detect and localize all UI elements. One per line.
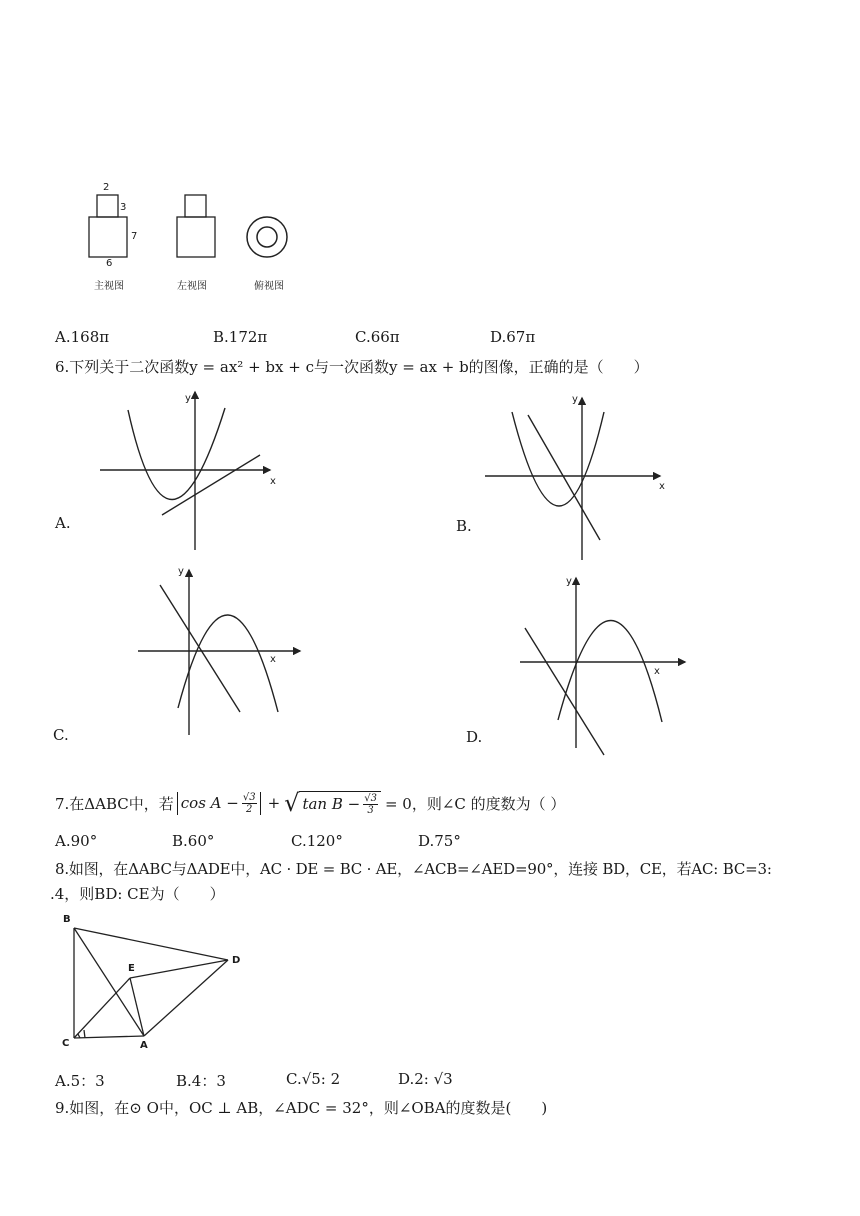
q7-frac-2-num: √3 [364,792,377,804]
graph-b-label: B. [456,517,472,535]
q7-option-a: A.90° [55,832,98,850]
graph-d-x-label: x [654,666,660,677]
q5-option-c: C.66π [355,328,400,346]
graph-a-x-label: x [270,476,276,487]
dim-bottom-width: 6 [106,258,113,269]
top-view-label: 俯视图 [254,281,284,292]
q7-option-c: C.120° [291,832,343,850]
graph-d-label: D. [466,728,483,746]
q5-option-a: A.168π [55,328,110,346]
q5-option-d: D.67π [490,328,536,346]
graph-c-y-label: y [178,566,184,577]
q8-point-a: A [140,1040,148,1051]
q7-sqrt-text: tan B − [302,795,361,813]
q7-plus: + [267,794,281,812]
q7-abs-text: cos A − [180,794,239,812]
dim-top-width: 2 [103,182,110,193]
q7-option-d: D.75° [418,832,461,850]
q8-point-c: C [62,1038,70,1049]
q7-stem-suffix: = 0，则∠C 的度数为（ ） [384,794,566,813]
q8-point-d: D [232,955,241,966]
q8-option-b: B.4：3 [176,1072,226,1090]
q8-option-a: A.5：3 [55,1072,105,1090]
q8-option-c: C.√5: 2 [286,1070,341,1088]
dim-bottom-height: 7 [131,231,138,242]
q8-point-e: E [128,963,135,974]
q7-frac-2-den: 3 [367,804,374,816]
q8-point-b: B [63,914,71,925]
q8-option-d: D.2: √3 [398,1070,453,1088]
graph-a-y-label: y [185,393,191,404]
q7-stem-prefix: 7.在ΔABC中，若 [55,794,174,813]
q5-option-b: B.172π [213,328,268,346]
q9-stem: 9.如图，在⊙ O中，OC ⊥ AB，∠ADC = 32°，则∠OBA的度数是( ) [55,1099,548,1117]
q7-option-b: B.60° [172,832,215,850]
graph-c-label: C. [53,726,69,744]
q6-stem: 6.下列关于二次函数y = ax² + bx + c与一次函数y = ax + b的图像，正确的是（ ） [55,358,649,376]
graph-a-label: A. [55,514,71,532]
graph-b-x-label: x [659,481,665,492]
front-view-label: 主视图 [94,281,124,292]
q8-stem-line-1: 8.如图，在ΔABC与ΔADE中，AC · DE = BC · AE，∠ACB=∠AED=90°，连接 BD，CE，若AC: BC=3: [55,860,772,878]
q8-stem-line-2: .4，则BD: CE为（ ） [50,885,225,903]
q7-sqrt-sign: √ [284,789,300,817]
q7-frac-1-num: √3 [242,791,256,803]
dim-top-height: 3 [120,202,127,213]
graph-d-y-label: y [566,576,572,587]
graph-c-x-label: x [270,654,276,665]
q7-frac-1-den: 2 [246,803,253,815]
graph-b-y-label: y [572,394,578,405]
side-view-label: 左视图 [177,281,207,292]
